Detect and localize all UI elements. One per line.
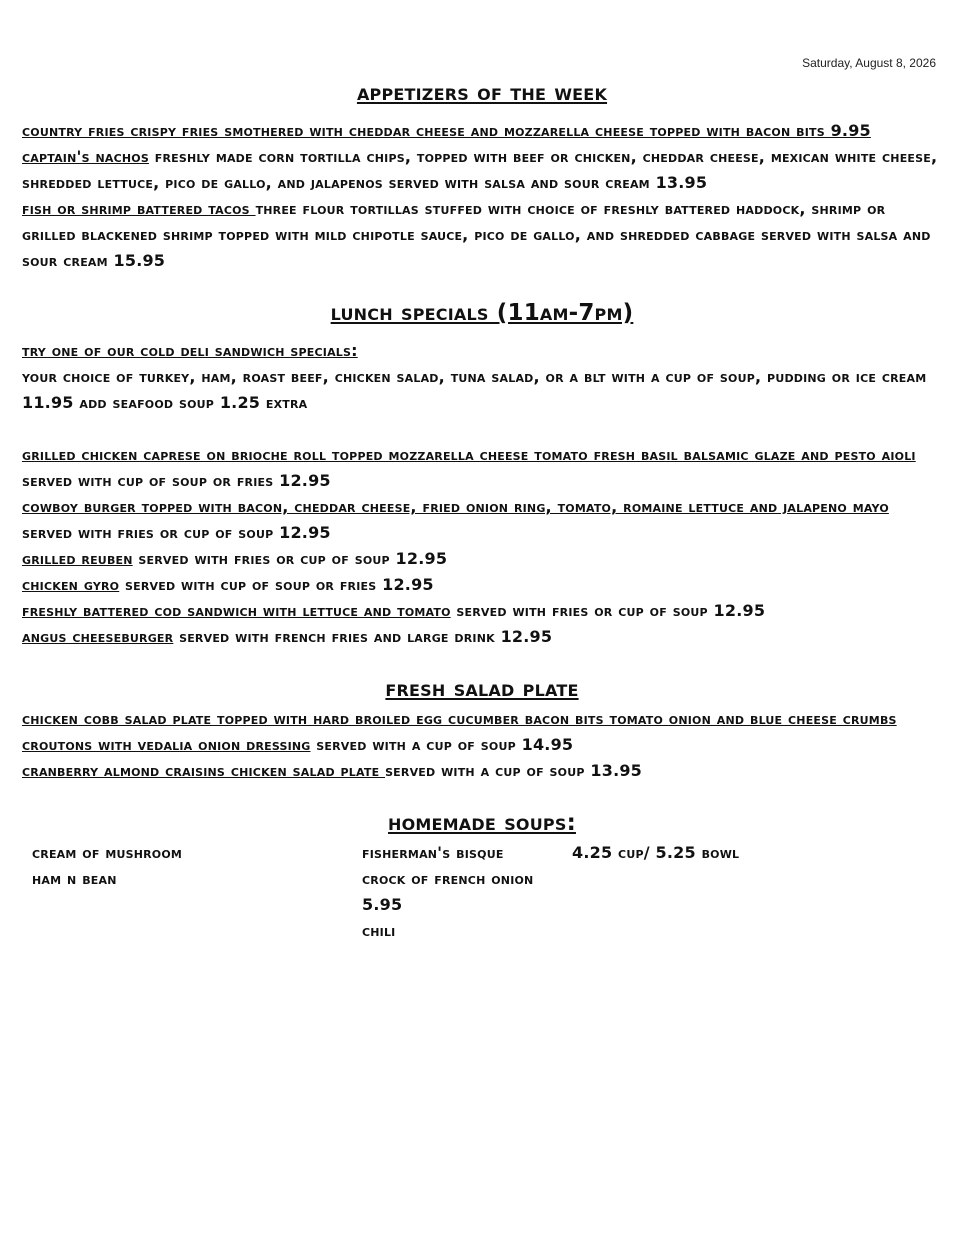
lunch-specials-heading: lunch specials (11am-7pm): [330, 300, 634, 326]
item-name: grilled chicken caprese on brioche roll topped mozzarella cheese tomato fresh basil balsamic glaze and pesto aioli: [22, 445, 916, 464]
menu-item-cod-sandwich: [22, 598, 942, 624]
item-name: country fries crispy fries smothered with cheddar cheese and mozzarella cheese topped with bacon bits 9.95: [22, 121, 871, 140]
menu-document: [22, 76, 942, 944]
deli-specials-description: your choice of turkey, ham, roast beef, chicken salad, tuna salad, or a blt with a cup of soup, pudding or ice cream 11.95 add seafood soup 1.25 extra: [22, 367, 927, 412]
menu-item-cowboy-burger: [22, 494, 942, 546]
item-description: served with fries or cup of soup 12.95: [132, 549, 448, 568]
soups-heading: homemade soups:: [388, 810, 576, 836]
menu-item-chicken-gyro: [22, 572, 942, 598]
item-name: chicken gyro: [22, 575, 120, 594]
menu-item-chicken-caprese: [22, 442, 942, 494]
menu-item-battered-tacos: [22, 196, 942, 274]
salad-heading: fresh salad plate: [385, 676, 579, 702]
item-name: captain's nachos: [22, 147, 149, 166]
soup-cell: fisherman's bisque: [362, 843, 504, 862]
deli-specials-title: [22, 338, 942, 364]
menu-item-captains-nachos: [22, 144, 942, 196]
item-name: angus cheeseburger: [22, 627, 174, 646]
item-name: cranberry almond craisins chicken salad plate: [22, 761, 386, 780]
item-description: served with cup of soup or fries 12.95: [119, 575, 434, 594]
menu-item-country-fries: [22, 118, 942, 144]
item-name: grilled reuben: [22, 549, 133, 568]
item-name: cowboy burger topped with bacon, cheddar cheese, fried onion ring, tomato, romaine lettuce and jalapeno mayo: [22, 497, 889, 516]
menu-item-cranberry-salad: [22, 758, 942, 784]
item-name: chicken cobb salad plate topped with hard broiled egg cucumber bacon bits tomato onion and blue cheese crumbs croutons with vedalia onion dressing: [22, 709, 897, 754]
menu-item-grilled-reuben: [22, 546, 942, 572]
soups-list: [22, 840, 942, 944]
item-name: fish or shrimp battered tacos: [22, 199, 256, 218]
item-description: served with cup of soup or fries 12.95: [22, 471, 331, 490]
deli-title: try one of our cold deli sandwich specials:: [22, 341, 358, 360]
menu-date: Saturday, August 8, 2026: [802, 56, 936, 70]
menu-item-cobb-salad: [22, 706, 942, 758]
item-name: freshly battered cod sandwich with lettuce and tomato: [22, 601, 451, 620]
item-description: served with a cup of soup 14.95: [310, 735, 574, 754]
menu-item-angus-cheeseburger: [22, 624, 942, 650]
soup-cell: ham n bean: [32, 869, 117, 888]
item-description: served with french fries and large drink 12.95: [173, 627, 553, 646]
item-description: freshly made corn tortilla chips, topped with beef or chicken, cheddar cheese, mexican white cheese, shredded lettuce, pico de gallo, and jalapenos served with salsa and sour cream 13.95: [22, 147, 938, 192]
soup-cell: [572, 866, 942, 918]
soup-cell: cream of mushroom: [32, 843, 183, 862]
soup-cell: crock of french onion 5.95: [362, 869, 534, 914]
soup-cell: [32, 918, 362, 944]
item-description: served with fries or cup of soup 12.95: [22, 523, 331, 542]
item-description: three flour tortillas stuffed with choice of freshly battered haddock, shrimp or grilled blackened shrimp topped with mild chipotle sauce, pico de gallo, and shredded cabbage served with salsa and sour cream 15.95: [22, 199, 931, 270]
soup-cell: chili: [362, 921, 396, 940]
item-description: served with fries or cup of soup 12.95: [450, 601, 766, 620]
soup-price: 4.25 cup/ 5.25 bowl: [572, 843, 740, 862]
soup-cell: [572, 918, 942, 944]
appetizers-heading: appetizers of the week: [356, 80, 608, 106]
item-description: served with a cup of soup 13.95: [385, 761, 643, 780]
